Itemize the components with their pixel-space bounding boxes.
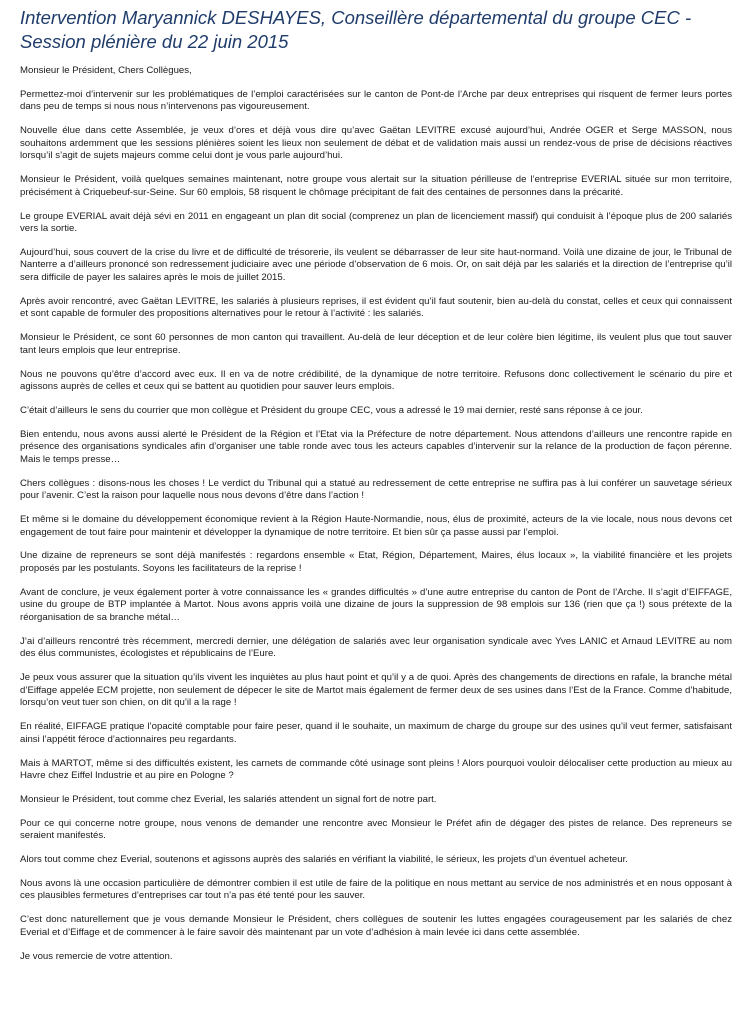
paragraph-eiffage: Avant de conclure, je veux également porter à votre connaissance les « grandes difficultés » d’une autre entreprise du canton de Pont de l’Arche. Il s’agit d’EIFFAGE, usine du groupe de BTP implantée à Martot. Nous avons appris voilà une dizaine de jours la suppression de 98 emplois sur 136 (rien que ça !) sous prétexte de la réorganisation de sa branche métal…: [20, 586, 732, 624]
paragraph-meeting-employees: Après avoir rencontré, avec Gaëtan LEVITRE, les salariés à plusieurs reprises, il est évident qu’il faut soutenir, bien au-delà du constat, celles et ceux qui connaissent et sont capable de formuler des propositions alternatives pour le retour à l’activité : les salariés.: [20, 295, 732, 320]
paragraph-buyers: Une dizaine de repreneurs se sont déjà manifestés : regardons ensemble « Etat, Région, Département, Maires, élus locaux », la viabilité financière et les projets proposés par les postulants. Soyons les facilitateurs de la reprise !: [20, 550, 732, 575]
paragraph-closing: Je vous remercie de votre attention.: [20, 950, 173, 962]
document-title: Intervention Maryannick DESHAYES, Conseillère départemental du groupe CEC - Session plénière du 22 juin 2015: [20, 7, 692, 52]
paragraph-new-elected: Nouvelle élue dans cette Assemblée, je veux d’ores et déjà vous dire qu’avec Gaëtan LEVITRE excusé aujourd’hui, Andrée OGER et Serge MASSON, nous souhaitons ardemment que les sessions plénières soient les lieux non seulement de débat et de validation mais aussi un rendez-vous de prise de décisions réactives lorsqu’il s’agit de sujets majeurs comme celui dont je vous parle aujourd’hui.: [20, 125, 732, 162]
paragraph-opacity: En réalité, EIFFAGE pratique l’opacité comptable pour faire peser, quand il le souhaite, un maximum de charge du groupe sur des usines qu’il veut fermer, satisfaisant ainsi l’appétit féroce d’actionnaires peu regardants.: [20, 721, 732, 745]
paragraph-tribunal: Aujourd’hui, sous couvert de la crise du livre et de difficulté de trésorerie, ils veulent se débarrasser de leur site haut-normand. Voilà une dizaine de jour, le Tribunal de Nanterre a d’ailleurs prononcé son redressement judiciaire avec une période d’observation de 6 mois. Or, on sait déjà par les salariés et la direction de l’entreprise qu’il sera difficile de payer les salaires après le mois de juillet 2015.: [20, 246, 732, 284]
paragraph-economic-domain: Et même si le domaine du développement économique revient à la Région Haute-Normandie, nous, élus de proximité, acteurs de la vie locale, nous nous devons cet engagement de tout faire pour maintenir et développer la dynamique de notre territoire. Et bien sûr ça passe aussi par l’emploi.: [20, 514, 732, 538]
paragraph-verdict: Chers collègues : disons-nous les choses ! Le verdict du Tribunal qui a statué au redressement de cette entreprise ne suffira pas à lui conférer un sauvetage sérieux pour l’avenir. C’est la raison pour laquelle nous nous devons d’être dans l’action !: [20, 477, 732, 502]
paragraph-prefect: Pour ce qui concerne notre groupe, nous venons de demander une rencontre avec Monsieur le Préfet afin de dégager des pistes de relance. Des repreneurs se seraient manifestés.: [20, 817, 732, 842]
paragraph-situation: Je peux vous assurer que la situation qu’ils vivent les inquiètes au plus haut point et qu’il y a de quoi. Après des changements de directions en rafale, la branche métal d’Eiffage appelée ECM projette, non seulement de dépecer le site de Martot mais également de fermer deux de ses usines dans l’Est de la France. Comme d’habitude, lorsqu’on veut tuer son chien, on dit qu’il a la rage !: [20, 672, 732, 709]
paragraph-signal: Monsieur le Président, tout comme chez Everial, les salariés attendent un signal fort de notre part.: [20, 793, 437, 805]
paragraph-salutation: Monsieur le Président, Chers Collègues,: [20, 65, 192, 76]
paragraph-sixty-people: Monsieur le Président, ce sont 60 personnes de mon canton qui travaillent. Au-delà de leur déception et de leur colère bien légitime, ils veulent plus que tout sauver tant leurs emplois que leur entreprise.: [20, 332, 732, 356]
paragraph-martot: Mais à MARTOT, même si des difficultés existent, les carnets de commande côté usinage sont pleins ! Alors pourquoi vouloir délocaliser cette production au mieux au Havre chez Eiffel Industrie et au pire en Pologne ?: [20, 757, 732, 782]
paragraph-support: Alors tout comme chez Everial, soutenons et agissons auprès des salariés en vérifiant la viabilité, le sérieux, les projets d’un éventuel acheteur.: [20, 854, 628, 866]
paragraph-everial-alert: Monsieur le Président, voilà quelques semaines maintenant, notre groupe vous alertait sur la situation périlleuse de l’entreprise EVERIAL située sur mon territoire, précisément à Criquebeuf-sur-Seine. Sur 60 emplois, 58 risquent le chômage précipitant de fait des centaines de personnes dans la précarité.: [20, 174, 732, 198]
paragraph-region-state: Bien entendu, nous avons aussi alerté le Président de la Région et l’Etat via la Préfecture de notre département. Nous attendons d’ailleurs une rencontre rapide en présence des organisations syndicales afin d’organiser une table ronde avec tous les acteurs capables d’intervenir sur la relance de la production de façon pérenne. Mais le temps presse…: [20, 428, 732, 465]
paragraph-opportunity: Nous avons là une occasion particulière de démontrer combien il est utile de faire de la politique en nous mettant au service de nos administrés et en nous opposant à ces plausibles fermetures d’entreprises car tout n’a pas été tenté pour les sauver.: [20, 877, 732, 902]
paragraph-delegation: J’ai d’ailleurs rencontré très récemment, mercredi dernier, une délégation de salariés avec leur organisation syndicale avec Yves LANIC et Arnaud LEVITRE au nom des élus communistes, écologistes et républicains de l’Eure.: [20, 635, 732, 660]
paragraph-everial-2011: Le groupe EVERIAL avait déjà sévi en 2011 en engageant un plan dit social (comprenez un plan de licenciement massif) qui conduisit à l’époque plus de 200 salariés vers la sortie.: [20, 210, 732, 235]
paragraph-letter: C’était d’ailleurs le sens du courrier que mon collègue et Président du groupe CEC, vous a adressé le 19 mai dernier, resté sans réponse à ce jour.: [20, 404, 643, 416]
paragraph-request: C’est donc naturellement que je vous demande Monsieur le Président, chers collègues de soutenir les luttes engagées courageusement par les salariés de chez Everial et d’Eiffage et de commencer à le faire savoir dès maintenant par un vote d’adhésion à main levée ici dans cette assemblée.: [20, 914, 732, 938]
paragraph-agreement: Nous ne pouvons qu’être d’accord avec eux. Il en va de notre crédibilité, de la dynamique de notre territoire. Refusons donc collectivement le scénario du pire et agissons auprès de celles et ceux qui se battent au quotidien pour sauver leurs emplois.: [20, 368, 732, 393]
paragraph-intro: Permettez-moi d’intervenir sur les problématiques de l’emploi caractérisées sur le canton de Pont-de l’Arche par deux entreprises qui risquent de fermer leurs portes dans peu de temps si nous nous n’intervenons pas vigoureusement.: [20, 88, 732, 113]
